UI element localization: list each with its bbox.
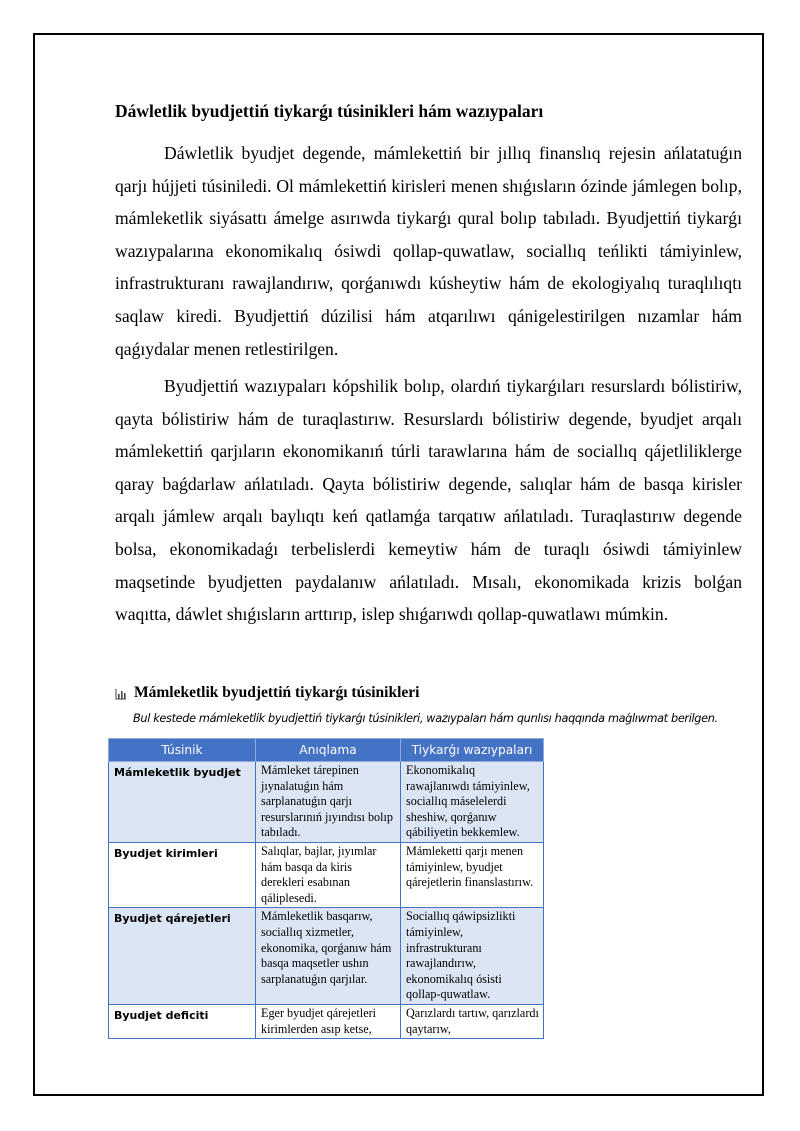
table-header-row — [109, 739, 544, 762]
functions-cell: Mámleketti qarjı menen támiyinlew, byudjet qárejetlerin finanslastırıw. — [401, 842, 544, 907]
table-row — [109, 1004, 544, 1038]
definition-cell: Salıqlar, bajlar, jıyımlar hám basqa da kiris derekleri esabınan qáliplesedi. — [256, 842, 401, 907]
table-row — [109, 908, 544, 1005]
definition-cell: Eger byudjet qárejetleri kirimlerden asıp ketse, — [256, 1004, 401, 1038]
section-heading: Dáwletlik byudjettiń tiykarǵı túsinikleri hám wazıypaları — [115, 101, 544, 121]
paragraph-2: Byudjettiń wazıypaları kópshilik bolıp, olardıń tiykarǵıları resurslardı bólistiriw, qayta bólistiriw hám de turaqlastırıw. Resurslardı bólistiriw degende, byudjet arqalı mámlekettiń qarjıların ekonomikanıń túrli tarawlarına hám de sociallıq qájetliliklerge qaray baǵdarlaw ańlatıladı. Qayta bólistiriw degende, salıqlar hám de basqa kirisler arqalı jámlew arqalı baylıqtı keń qatlamǵa tarqatıw ańlatıladı. Turaqlastırıw degende bolsa, ekonomikadaǵı terbelislerdi kemeytiw hám de turaqlı ósiwdi támiyinlew maqsetinde byudjetten paydalanıw ańlatıladı. Mısalı, ekonomikada krizis bolǵan waqıtta, dáwlet shıǵısların arttırıp, islep shıǵarıwdı qollap-quwatlawı múmkin. — [115, 376, 742, 625]
concepts-table — [108, 738, 544, 1039]
functions-cell: Ekonomikalıq rawajlanıwdı támiyinlew, sociallıq máselelerdi sheshiw, qorǵanıw qábiliyetin bekkemlew. — [401, 762, 544, 843]
table-title-text: Mámleketlik byudjettiń tiykarǵı túsinikleri — [134, 684, 420, 701]
table-title — [115, 684, 419, 702]
table-row — [109, 842, 544, 907]
functions-cell: Qarızlardı tartıw, qarızlardı qaytarıw, — [401, 1004, 544, 1038]
paragraph-1: Dáwletlik byudjet degende, mámlekettiń bir jıllıq finanslıq rejesin ańlatatuǵın qarjı hújjeti túsiniledi. Ol mámlekettiń kirisleri menen shıǵısların ózinde jámlegen bolıp, mámleketlik siyásattı ámelge asırıwda tiykarǵı qural bolıp tabıladı. Byudjettiń tiykarǵı wazıypalarına ekonomikalıq ósiwdi qollap-quwatlaw, sociallıq teńlikti támiyinlew, infrastrukturanı rawajlandırıw, qorǵanıwdı kúsheytiw hám de ekologiyalıq turaqlılıqtı saqlaw kiredi. Byudjettiń dúzilisi hám atqarılıwı qánigelestirilgen nızamlar hám qaǵıydalar menen retlestirilgen. — [115, 143, 742, 359]
column-header-functions: Tiykarǵı wazıypaları — [401, 739, 544, 762]
bar-chart-icon — [115, 688, 127, 700]
definition-cell: Mámleketlik basqarıw, sociallıq xizmetler, ekonomika, qorǵanıw hám basqa maqsetler ushın sarplanatuǵın qarjılar. — [256, 908, 401, 1005]
column-header-concept: Túsinik — [109, 739, 256, 762]
definition-cell: Mámleket tárepinen jıynalatuǵın hám sarplanatuǵın qarjı resurslarınıń jıyındısı bolıp tabıladı. — [256, 762, 401, 843]
concept-cell: Byudjet qárejetleri — [109, 908, 256, 1005]
concept-cell: Byudjet deficiti — [109, 1004, 256, 1038]
column-header-definition: Anıqlama — [256, 739, 401, 762]
table-row — [109, 762, 544, 843]
functions-cell: Sociallıq qáwipsizlikti támiyinlew, infrastrukturanı rawajlandırıw, ekonomikalıq ósisti qollap-quwatlaw. — [401, 908, 544, 1005]
concept-cell: Byudjet kirimleri — [109, 842, 256, 907]
table-description: Bul kestede mámleketlik byudjettiń tiykarǵı túsinikleri, wazıypaları hám qurılısı haqqında maǵlıwmat berilgen. — [133, 712, 718, 725]
concept-cell: Mámleketlik byudjet — [109, 762, 256, 843]
